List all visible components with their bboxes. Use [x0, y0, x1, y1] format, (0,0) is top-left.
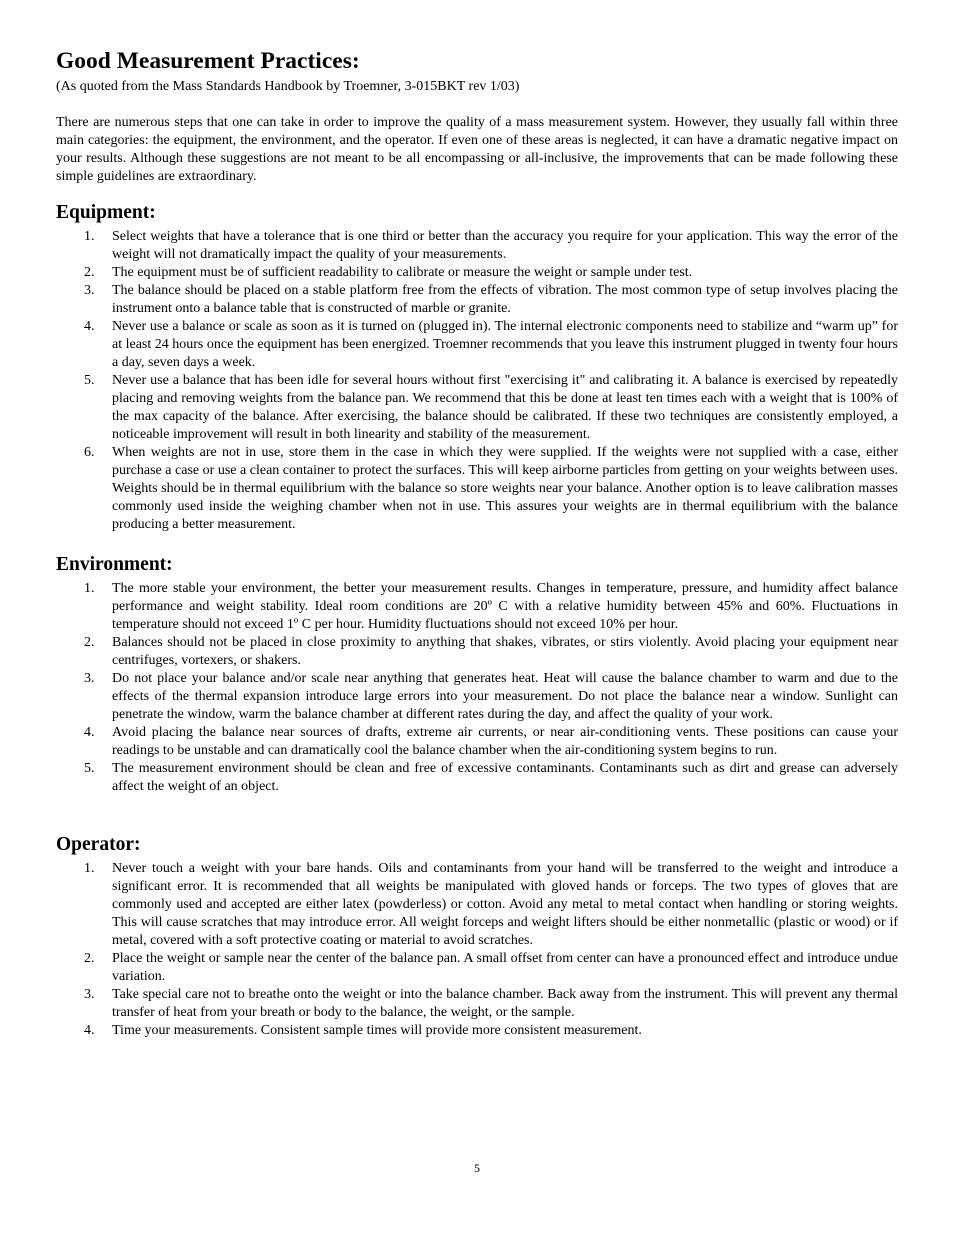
list-item [56, 760, 898, 796]
operator-section [56, 830, 898, 1040]
list-item [56, 282, 898, 318]
item-number: 5. [84, 761, 95, 776]
item-text: The balance should be placed on a stable platform free from the effects of vibration. The most common type of setup involves placing the instrument onto a balance table that is constructed of marble or granite. [112, 283, 898, 316]
item-number: 2. [84, 265, 95, 280]
item-text: The measurement environment should be clean and free of excessive contaminants. Contaminants such as dirt and grease can adversely affect the weight of an object. [112, 761, 898, 794]
list-item [56, 228, 898, 264]
item-number: 2. [84, 635, 95, 650]
list-item [56, 1022, 898, 1040]
list-item [56, 318, 898, 372]
section-title-equipment: Equipment: [56, 202, 156, 223]
item-text: Never use a balance that has been idle for several hours without first "exercising it" and calibrating it. A balance is exercised by repeatedly placing and removing weights from the balance pan. We recommend that this be done at least ten times each with a weight that is 100% of the max capacity of the balance. After exercising, the balance should be calibrated. If these two techniques are consistently employed, a noticeable improvement will result in both linearity and stability of the measurement. [112, 373, 898, 442]
item-number: 2. [84, 951, 95, 966]
item-number: 4. [84, 319, 95, 334]
item-text: Balances should not be placed in close proximity to anything that shakes, vibrates, or stirs violently. Avoid placing your equipment near centrifuges, vortexers, or shakers. [112, 635, 898, 668]
list-item [56, 444, 898, 534]
item-text: Place the weight or sample near the center of the balance pan. A small offset from center can have a pronounced effect and introduce undue variation. [112, 951, 898, 984]
item-number: 5. [84, 373, 95, 388]
item-text: The equipment must be of sufficient readability to calibrate or measure the weight or sample under test. [112, 265, 693, 280]
list-item [56, 986, 898, 1022]
list-item [56, 634, 898, 670]
item-number: 3. [84, 283, 95, 298]
equipment-list [56, 228, 898, 534]
section-title-operator: Operator: [56, 834, 141, 855]
item-number: 1. [84, 581, 95, 596]
environment-section [56, 550, 898, 796]
section-title-environment: Environment: [56, 554, 173, 575]
item-number: 4. [84, 1023, 95, 1038]
item-number: 1. [84, 861, 95, 876]
item-text: Do not place your balance and/or scale near anything that generates heat. Heat will cause the balance chamber to warm and due to the effects of the thermal expansion introduce large errors into your measurement. Do not place the balance near a window. Sunlight can penetrate the window, warm the balance chamber at different rates during the day, and affect the quality of your work. [112, 671, 898, 722]
list-item [56, 670, 898, 724]
page-title: Good Measurement Practices: [56, 48, 360, 74]
environment-list [56, 580, 898, 796]
page-number: 5 [474, 1161, 480, 1175]
intro-paragraph: There are numerous steps that one can take in order to improve the quality of a mass measurement system. However, they usually fall within three main categories: the equipment, the environment, and the operator. If even one of these areas is neglected, it can have a dramatic negative impact on your results. Although these suggestions are not meant to be all encompassing or all-inclusive, the improvements that can be made following these simple guidelines are extraordinary. [56, 115, 898, 184]
item-text: When weights are not in use, store them in the case in which they were supplied. If the weights were not supplied with a case, either purchase a case or use a clean container to protect the surfaces. This will keep airborne particles from getting on your weights between uses. Weights should be in thermal equilibrium with the balance so store weights near your balance. Another option is to leave calibration masses commonly used inside the weighing chamber when not in use. This assures your weights are in thermal equilibrium with the balance producing a better measurement. [112, 445, 898, 532]
item-number: 1. [84, 229, 95, 244]
list-item [56, 724, 898, 760]
list-item [56, 860, 898, 950]
item-number: 3. [84, 671, 95, 686]
item-text: Avoid placing the balance near sources of drafts, extreme air currents, or near air-conditioning vents. These positions can cause your readings to be unstable and can dramatically cool the balance chamber when the air-conditioning system begins to run. [112, 725, 898, 758]
item-text: Select weights that have a tolerance that is one third or better than the accuracy you require for your application. This way the error of the weight will not dramatically impact the quality of your measurements. [112, 229, 898, 262]
source-citation: (As quoted from the Mass Standards Handbook by Troemner, 3-015BKT rev 1/03) [56, 79, 520, 94]
list-item [56, 950, 898, 986]
item-text: Never use a balance or scale as soon as it is turned on (plugged in). The internal electronic components need to stabilize and “warm up” for at least 24 hours once the equipment has been energized. Troemner recommends that you leave this instrument plugged in twenty four hours a day, seven days a week. [112, 319, 898, 370]
list-item [56, 580, 898, 634]
item-number: 3. [84, 987, 95, 1002]
list-item [56, 372, 898, 444]
item-text: Time your measurements. Consistent sample times will provide more consistent measurement. [112, 1023, 642, 1038]
item-number: 6. [84, 445, 95, 460]
list-item [56, 264, 898, 282]
item-number: 4. [84, 725, 95, 740]
document-page [56, 44, 898, 1040]
item-text: The more stable your environment, the better your measurement results. Changes in temperature, pressure, and humidity affect balance performance and weight stability. Ideal room conditions are 20º C with a relative humidity between 45% and 60%. Fluctuations in temperature should not exceed 1º C per hour. Humidity fluctuations should not exceed 10% per hour. [112, 581, 898, 632]
item-text: Never touch a weight with your bare hands. Oils and contaminants from your hand will be transferred to the weight and introduce a significant error. It is recommended that all weights be manipulated with gloved hands or forceps. The two types of gloves that are commonly used and accepted are either latex (powderless) or cotton. Avoid any metal to metal contact when handling or storing weights. This will cause scratches that may introduce error. All weight forceps and weight lifters should be either nonmetallic (plastic or wood) or if metal, covered with a soft protective coating or material to avoid scratches. [112, 861, 898, 948]
item-text: Take special care not to breathe onto the weight or into the balance chamber. Back away from the instrument. This will prevent any thermal transfer of heat from your breath or body to the balance, the weight, or the sample. [112, 987, 898, 1020]
equipment-section [56, 198, 898, 534]
operator-list [56, 860, 898, 1040]
